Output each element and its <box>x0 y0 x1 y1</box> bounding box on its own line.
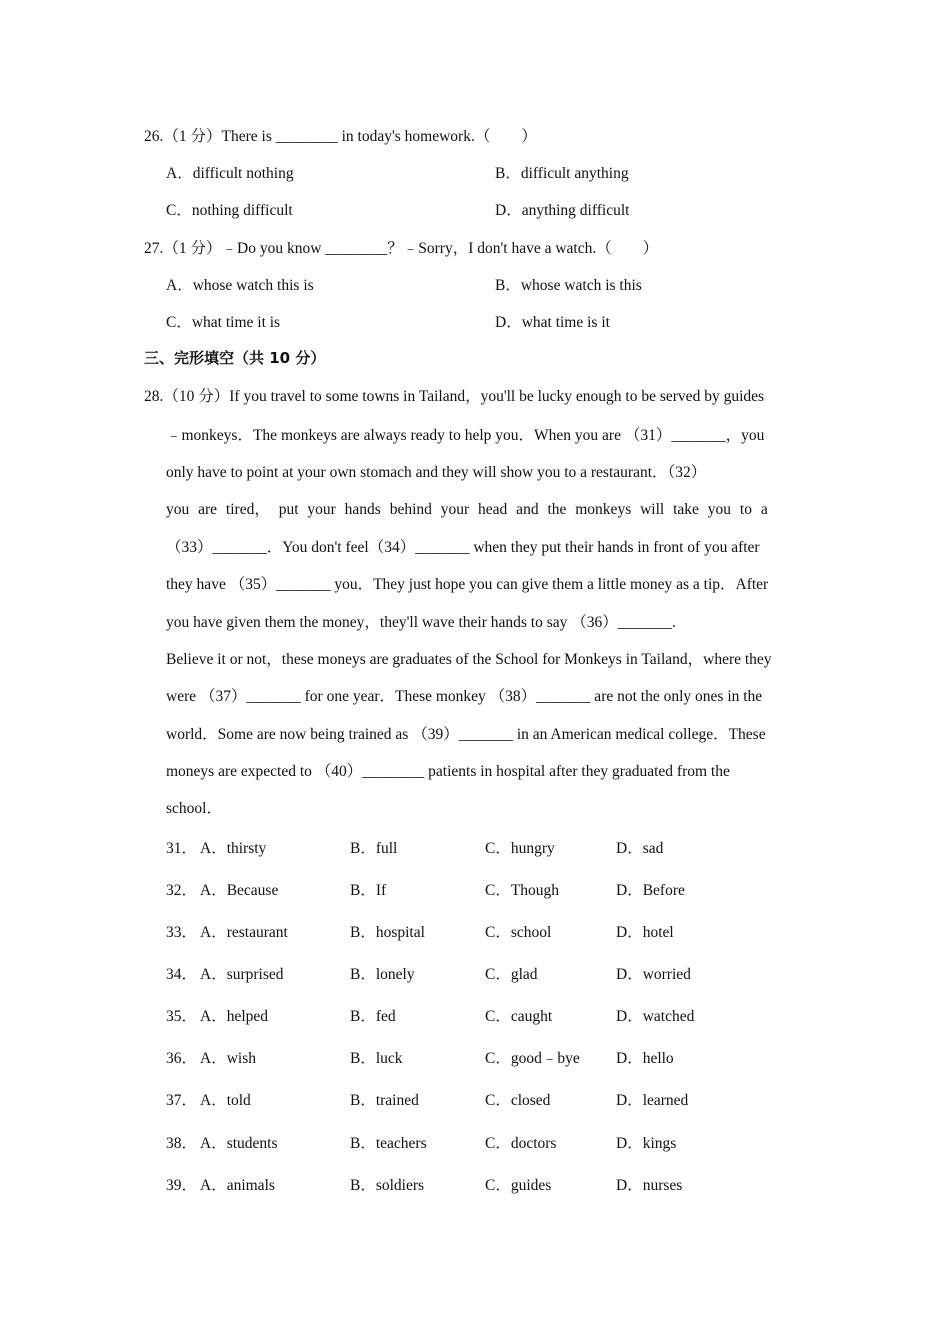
q26-option-d: D．anything difficult <box>495 202 630 219</box>
passage-line: they have （35）_______ you．They just hope you can give them a little money as a tip．After <box>166 576 769 593</box>
q27-option-a: A．whose watch this is <box>166 277 314 294</box>
choice-b: B．teachers <box>350 1135 427 1152</box>
choice-c: C．hungry <box>485 840 555 857</box>
passage-line: world．Some are now being trained as （39）_______ in an American medical college．These <box>166 726 766 743</box>
choice-row-35 <box>166 1004 806 1046</box>
choice-d: D．Before <box>616 882 685 899</box>
choice-number: 37． <box>166 1092 198 1109</box>
choice-row-37 <box>166 1088 806 1130</box>
choice-a: A．told <box>200 1092 251 1109</box>
choice-d: D．worried <box>616 966 691 983</box>
choice-number: 34． <box>166 966 198 983</box>
choice-b: B．soldiers <box>350 1177 425 1194</box>
choice-number: 39． <box>166 1177 198 1194</box>
passage-line: ﹣monkeys．The monkeys are always ready to help you．When you are （31）_______，you <box>166 427 765 444</box>
choice-c: C．doctors <box>485 1135 557 1152</box>
choice-number: 33． <box>166 924 198 941</box>
choice-a: A．restaurant <box>200 924 288 941</box>
question-27-stem: 27.（1 分）﹣Do you know ________？﹣Sorry，I don't have a watch.（ ） <box>144 240 659 257</box>
q26-option-c: C．nothing difficult <box>166 202 293 219</box>
choice-a: A．wish <box>200 1050 256 1067</box>
choice-row-33 <box>166 920 806 962</box>
passage-line: you are tired， put your hands behind your head and the monkeys will take you to a <box>166 501 768 518</box>
choice-a: A．students <box>200 1135 278 1152</box>
choice-d: D．nurses <box>616 1177 683 1194</box>
choice-row-38 <box>166 1131 806 1173</box>
section-heading: 三、完形填空（共 10 分） <box>144 349 326 367</box>
choice-a: A．helped <box>200 1008 269 1025</box>
choice-d: D．watched <box>616 1008 695 1025</box>
choice-c: C．glad <box>485 966 538 983</box>
choice-d: D．learned <box>616 1092 689 1109</box>
choice-b: B．hospital <box>350 924 425 941</box>
choice-d: D．hello <box>616 1050 674 1067</box>
choice-a: A．thirsty <box>200 840 267 857</box>
choice-number: 38． <box>166 1135 198 1152</box>
choice-d: D．kings <box>616 1135 677 1152</box>
choice-row-36 <box>166 1046 806 1088</box>
choice-number: 36． <box>166 1050 198 1067</box>
passage-line: only have to point at your own stomach and they will show you to a restaurant．（32） <box>166 464 707 481</box>
choice-row-34 <box>166 962 806 1004</box>
passage-line: you have given them the money，they'll wave their hands to say （36）_______. <box>166 614 676 631</box>
choice-b: B．fed <box>350 1008 396 1025</box>
passage-line: were （37）_______ for one year．These monkey （38）_______ are not the only ones in the <box>166 688 763 705</box>
choice-c: C．school <box>485 924 552 941</box>
question-28-first-line: 28.（10 分）If you travel to some towns in Tailand，you'll be lucky enough to be served by guides <box>144 388 765 405</box>
passage-line: moneys are expected to （40）________ patients in hospital after they graduated from the <box>166 763 730 780</box>
choice-c: C．guides <box>485 1177 552 1194</box>
choice-c: C．Though <box>485 882 560 899</box>
choice-number: 31． <box>166 840 198 857</box>
choice-number: 32． <box>166 882 198 899</box>
q26-option-b: B．difficult anything <box>495 165 629 182</box>
choice-b: B．lonely <box>350 966 415 983</box>
choice-d: D．sad <box>616 840 664 857</box>
choice-c: C．good﹣bye <box>485 1050 580 1067</box>
choice-row-31 <box>166 836 806 878</box>
q27-option-c: C．what time it is <box>166 314 281 331</box>
passage-line: Believe it or not，these moneys are graduates of the School for Monkeys in Tailand，where they <box>166 651 772 668</box>
choice-c: C．closed <box>485 1092 551 1109</box>
choice-a: A．Because <box>200 882 279 899</box>
choice-a: A．animals <box>200 1177 275 1194</box>
choice-row-39 <box>166 1173 806 1215</box>
question-26-stem: 26.（1 分）There is ________ in today's homework.（ ） <box>144 128 537 145</box>
choice-d: D．hotel <box>616 924 674 941</box>
choice-a: A．surprised <box>200 966 284 983</box>
passage-line: school． <box>166 800 222 817</box>
choice-b: B．full <box>350 840 398 857</box>
choice-b: B．If <box>350 882 387 899</box>
choice-b: B．luck <box>350 1050 403 1067</box>
choice-c: C．caught <box>485 1008 553 1025</box>
choice-number: 35． <box>166 1008 198 1025</box>
q27-option-d: D．what time is it <box>495 314 610 331</box>
choice-row-32 <box>166 878 806 920</box>
choice-b: B．trained <box>350 1092 419 1109</box>
passage-line: （33）_______．You don't feel（34）_______ when they put their hands in front of you after <box>166 539 760 556</box>
q27-option-b: B．whose watch is this <box>495 277 642 294</box>
q26-option-a: A．difficult nothing <box>166 165 294 182</box>
